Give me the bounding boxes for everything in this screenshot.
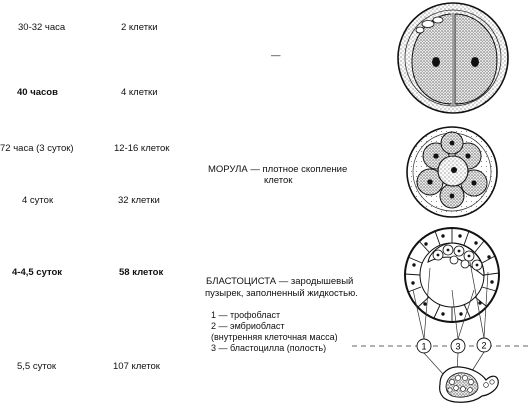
- stage-cells-1: 2 клетки: [121, 22, 158, 33]
- stage-cells-6: 107 клеток: [113, 361, 160, 372]
- stage-cells-5: 58 клеток: [119, 267, 164, 278]
- callout-label-3: 3: [455, 341, 461, 352]
- hatching-blastocyst: [440, 367, 499, 402]
- legend-item-2: 2 — эмбриобласт: [211, 321, 285, 331]
- stage-time-6: 5,5 суток: [17, 361, 57, 372]
- stage-cells-4: 32 клетки: [118, 195, 160, 206]
- stage-time-1: 30-32 часа: [18, 22, 66, 33]
- callout-label-1: 1: [421, 341, 427, 352]
- dash-mark: —: [271, 50, 281, 61]
- stage-cells-2: 4 клетки: [121, 87, 158, 98]
- stage-time-4: 4 суток: [22, 195, 54, 206]
- blastocyst-caption-line1: БЛАСТОЦИСТА — зародышевый: [206, 276, 354, 287]
- stage-time-2: 40 часов: [17, 87, 58, 98]
- blastocyst-embryo: [405, 228, 499, 322]
- legend-item-3: 3 — бластоцилла (полость): [211, 343, 327, 353]
- legend-item-2-detail: (внутренняя клеточная масса): [211, 332, 338, 342]
- morula-embryo: [407, 127, 497, 217]
- stage-time-3: 72 часа (3 суток): [0, 143, 74, 154]
- morula-caption-line1: МОРУЛА — плотное скопление: [208, 164, 348, 175]
- callout-label-2: 2: [481, 340, 487, 351]
- blastocyst-caption-line2: пузырек, заполненный жидкостью.: [205, 288, 358, 299]
- legend-item-1: 1 — трофобласт: [211, 310, 281, 320]
- stage-cells-3: 12-16 клеток: [114, 143, 170, 154]
- stage-time-5: 4-4,5 суток: [12, 267, 63, 278]
- two-cell-embryo: [398, 3, 508, 113]
- morula-caption-line2: клеток: [264, 175, 293, 186]
